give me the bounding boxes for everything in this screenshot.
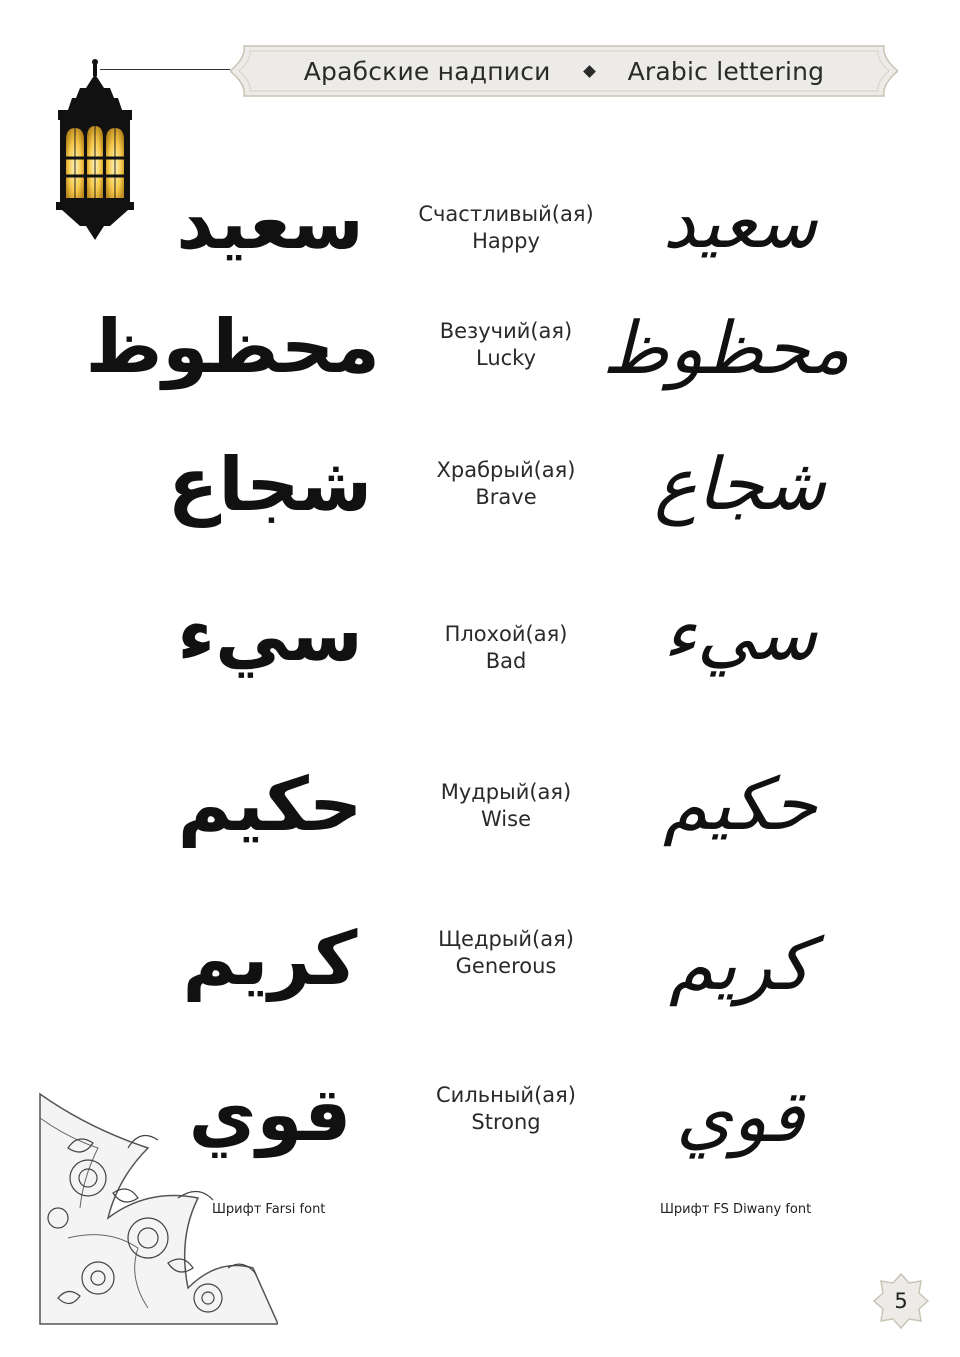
translation-generous (380, 926, 632, 980)
arabic-diwany-strong: قوي (676, 1074, 804, 1158)
translation-lucky (380, 318, 632, 372)
arabic-farsi-generous: كريم (182, 916, 358, 1002)
arabic-diwany-lucky: محظوظ (602, 306, 850, 390)
arabic-diwany-generous: كريم (669, 922, 811, 1006)
arabic-farsi-brave: شجاع (167, 442, 373, 528)
translation-en: Generous (455, 954, 557, 978)
caption-farsi-font: Шрифт Farsi font (212, 1202, 326, 1217)
translation-en: Happy (472, 229, 540, 253)
arabic-diwany-happy: سعيد (662, 180, 818, 264)
header-title-ru: Арабские надписи (303, 56, 551, 86)
arabic-diwany-wise: حكيم (663, 762, 817, 846)
translation-en: Brave (475, 485, 537, 509)
arabic-farsi-bad: سيء (177, 592, 363, 678)
translation-ru: Счастливый(ая) (418, 202, 594, 226)
arabic-farsi-strong: قوي (188, 1072, 352, 1158)
arabic-farsi-lucky: محظوظ (85, 304, 380, 390)
translation-ru: Щедрый(ая) (438, 927, 574, 951)
translation-en: Wise (481, 807, 531, 831)
page-number (872, 1272, 930, 1330)
translation-brave (380, 457, 632, 511)
translation-ru: Храбрый(ая) (436, 458, 576, 482)
page-number-text: 5 (894, 1289, 908, 1313)
arabic-farsi-happy: سعيد (176, 180, 364, 266)
translation-en: Bad (485, 649, 527, 673)
translation-en: Strong (471, 1110, 541, 1134)
translation-ru: Везучий(ая) (439, 319, 573, 343)
translation-wise (380, 779, 632, 833)
translation-happy (380, 201, 632, 255)
translation-strong (380, 1082, 632, 1136)
translation-bad (380, 621, 632, 675)
lantern-icon (50, 58, 140, 240)
arabic-farsi-wise: حكيم (177, 762, 363, 848)
arabic-diwany-bad: سيء (662, 592, 818, 676)
diamond-separator-icon (583, 65, 596, 78)
caption-diwany-font: Шрифт FS Diwany font (660, 1202, 812, 1217)
translation-ru: Сильный(ая) (436, 1083, 576, 1107)
arabic-diwany-brave: شجاع (654, 442, 826, 526)
translation-en: Lucky (475, 346, 537, 370)
header-banner (230, 42, 898, 100)
translation-ru: Мудрый(ая) (440, 780, 572, 804)
header-title-en: Arabic lettering (627, 56, 825, 86)
translation-ru: Плохой(ая) (444, 622, 568, 646)
